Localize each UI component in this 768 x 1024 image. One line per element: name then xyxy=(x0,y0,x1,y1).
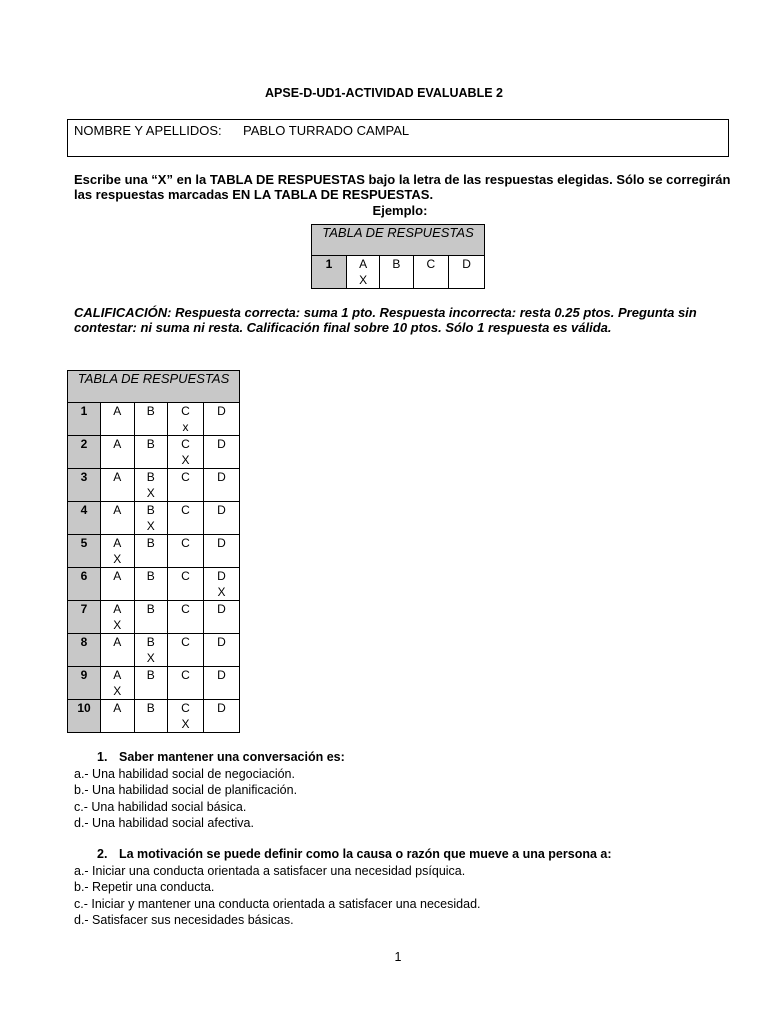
example-label: Ejemplo: xyxy=(372,203,428,218)
option-letter: C xyxy=(426,257,436,271)
answer-cell-b[interactable] xyxy=(134,667,168,700)
question-2-number: 2. xyxy=(97,847,108,861)
answer-row-5 xyxy=(68,535,240,568)
answer-row-1 xyxy=(68,403,240,436)
answer-cell-c[interactable] xyxy=(168,667,204,700)
answer-cell-b[interactable] xyxy=(134,403,168,436)
example-answer-table xyxy=(311,224,485,289)
option-letter: D xyxy=(217,569,226,583)
answer-mark: X xyxy=(113,618,122,632)
option-letter: B xyxy=(146,404,155,418)
example-table-title: TABLA DE RESPUESTAS xyxy=(312,225,485,256)
example-row-1 xyxy=(312,256,485,289)
option-letter: C xyxy=(181,635,190,649)
answer-cell-c[interactable] xyxy=(413,256,449,289)
question-1-number: 1. xyxy=(97,750,108,764)
question-number: 7 xyxy=(68,601,101,634)
option-letter: A xyxy=(359,257,368,271)
answer-cell-b[interactable] xyxy=(134,535,168,568)
answer-cell-b[interactable] xyxy=(134,502,168,535)
answer-row-10 xyxy=(68,700,240,733)
question-1-text: Saber mantener una conversación es: xyxy=(119,750,345,764)
answer-cell-a[interactable] xyxy=(101,403,135,436)
answer-cell-a[interactable] xyxy=(101,568,135,601)
option-letter: B xyxy=(146,536,155,550)
answer-row-2 xyxy=(68,436,240,469)
answer-mark: X xyxy=(146,651,155,665)
answer-cell-a[interactable] xyxy=(101,469,135,502)
option-letter: B xyxy=(146,635,155,649)
answer-cell-d[interactable] xyxy=(203,502,239,535)
option-letter: B xyxy=(146,701,155,715)
answer-mark: X xyxy=(146,486,155,500)
answer-cell-d[interactable] xyxy=(203,601,239,634)
option-letter: B xyxy=(146,503,155,517)
option-letter: B xyxy=(146,602,155,616)
answer-cell-b[interactable] xyxy=(134,568,168,601)
option-letter: D xyxy=(217,602,226,616)
option-letter: D xyxy=(217,536,226,550)
answer-cell-d[interactable] xyxy=(449,256,485,289)
question-2-option-a: a.- Iniciar una conducta orientada a satisfacer una necesidad psíquica. xyxy=(74,863,466,878)
name-field-box xyxy=(67,119,729,157)
answer-cell-c[interactable] xyxy=(168,568,204,601)
question-number: 3 xyxy=(68,469,101,502)
answer-cell-a[interactable] xyxy=(347,256,380,289)
option-letter: B xyxy=(146,668,155,682)
option-letter: B xyxy=(146,569,155,583)
answer-mark: X xyxy=(113,684,122,698)
question-1-option-a: a.- Una habilidad social de negociación. xyxy=(74,766,295,781)
answer-cell-b[interactable] xyxy=(134,634,168,667)
answer-cell-a[interactable] xyxy=(101,535,135,568)
answer-mark: X xyxy=(359,273,368,287)
option-letter: A xyxy=(113,701,122,715)
option-letter: C xyxy=(181,602,190,616)
answer-cell-b[interactable] xyxy=(134,601,168,634)
question-number: 2 xyxy=(68,436,101,469)
answer-cell-b[interactable] xyxy=(380,256,413,289)
question-number: 1 xyxy=(312,256,347,289)
page-number: 1 xyxy=(394,950,402,964)
answer-cell-c[interactable] xyxy=(168,535,204,568)
question-number: 4 xyxy=(68,502,101,535)
question-number: 5 xyxy=(68,535,101,568)
answer-row-8 xyxy=(68,634,240,667)
answer-cell-d[interactable] xyxy=(203,403,239,436)
answer-cell-d[interactable] xyxy=(203,568,239,601)
option-letter: C xyxy=(181,701,190,715)
option-letter: A xyxy=(113,668,122,682)
option-letter: C xyxy=(181,470,190,484)
question-1-option-c: c.- Una habilidad social básica. xyxy=(74,799,247,814)
option-letter: B xyxy=(146,470,155,484)
option-letter: D xyxy=(462,257,471,271)
answer-row-3 xyxy=(68,469,240,502)
answer-row-4 xyxy=(68,502,240,535)
name-field-value: PABLO TURRADO CAMPAL xyxy=(243,123,410,138)
option-letter: B xyxy=(392,257,401,271)
question-number: 6 xyxy=(68,568,101,601)
answer-cell-b[interactable] xyxy=(134,700,168,733)
answer-cell-d[interactable] xyxy=(203,667,239,700)
question-1-option-b: b.- Una habilidad social de planificación. xyxy=(74,783,298,797)
option-letter: D xyxy=(217,635,226,649)
answer-cell-a[interactable] xyxy=(101,634,135,667)
answer-mark: X xyxy=(181,717,190,731)
option-letter: A xyxy=(113,635,122,649)
answer-row-7 xyxy=(68,601,240,634)
answer-cell-c[interactable] xyxy=(168,436,204,469)
answer-cell-d[interactable] xyxy=(203,634,239,667)
answer-row-9 xyxy=(68,667,240,700)
answer-cell-d[interactable] xyxy=(203,469,239,502)
question-1-title xyxy=(74,749,345,766)
question-number: 1 xyxy=(68,403,101,436)
option-letter: A xyxy=(113,569,122,583)
option-letter: A xyxy=(113,602,122,616)
question-2 xyxy=(74,846,612,929)
name-field-label: NOMBRE Y APELLIDOS: xyxy=(74,123,222,138)
answer-cell-a[interactable] xyxy=(101,502,135,535)
option-letter: D xyxy=(217,668,226,682)
option-letter: C xyxy=(181,536,190,550)
question-2-option-c: c.- Iniciar y mantener una conducta orientada a satisfacer una necesidad. xyxy=(74,896,481,911)
answer-cell-c[interactable] xyxy=(168,634,204,667)
answer-cell-a[interactable] xyxy=(101,601,135,634)
question-1 xyxy=(74,749,345,832)
question-2-option-d: d.- Satisfacer sus necesidades básicas. xyxy=(74,913,294,927)
option-letter: A xyxy=(113,404,122,418)
answer-mark: X xyxy=(181,453,190,467)
document-title: APSE-D-UD1-ACTIVIDAD EVALUABLE 2 xyxy=(265,86,503,100)
option-letter: C xyxy=(181,404,190,418)
question-1-option-d: d.- Una habilidad social afectiva. xyxy=(74,816,254,830)
answer-mark: X xyxy=(217,585,226,599)
question-number: 8 xyxy=(68,634,101,667)
option-letter: C xyxy=(181,668,190,682)
option-letter: A xyxy=(113,503,122,517)
option-letter: C xyxy=(181,569,190,583)
option-letter: D xyxy=(217,470,226,484)
question-number: 10 xyxy=(68,700,101,733)
answer-cell-a[interactable] xyxy=(101,436,135,469)
answer-cell-c[interactable] xyxy=(168,502,204,535)
grading-rules: CALIFICACIÓN: Respuesta correcta: suma 1 pto. Respuesta incorrecta: resta 0.25 ptos. Pregunta sin contestar: ni suma ni resta. Calificación final sobre 10 ptos. Sólo 1 respuesta es válida. xyxy=(74,305,697,335)
question-2-text: La motivación se puede definir como la causa o razón que mueve a una persona a: xyxy=(119,847,612,861)
answer-cell-c[interactable] xyxy=(168,601,204,634)
option-letter: D xyxy=(217,701,226,715)
answer-cell-d[interactable] xyxy=(203,436,239,469)
question-2-title xyxy=(74,846,612,863)
answer-cell-a[interactable] xyxy=(101,700,135,733)
option-letter: B xyxy=(146,437,155,451)
answer-mark: X xyxy=(146,519,155,533)
question-number: 9 xyxy=(68,667,101,700)
option-letter: A xyxy=(113,437,122,451)
option-letter: A xyxy=(113,470,122,484)
option-letter: D xyxy=(217,437,226,451)
answer-mark: x xyxy=(182,420,189,434)
answer-table-title: TABLA DE RESPUESTAS xyxy=(68,371,240,403)
answer-cell-b[interactable] xyxy=(134,469,168,502)
answer-cell-b[interactable] xyxy=(134,436,168,469)
instructions: Escribe una “X” en la TABLA DE RESPUESTAS bajo la letra de las respuestas elegidas. Sólo se corregirán las respuestas marcadas EN LA TABLA DE RESPUESTAS. xyxy=(74,172,731,202)
option-letter: C xyxy=(181,503,190,517)
answer-cell-a[interactable] xyxy=(101,667,135,700)
answer-row-6 xyxy=(68,568,240,601)
answer-cell-d[interactable] xyxy=(203,535,239,568)
option-letter: C xyxy=(181,437,190,451)
option-letter: A xyxy=(113,536,122,550)
question-2-option-b: b.- Repetir una conducta. xyxy=(74,880,215,894)
answer-cell-c[interactable] xyxy=(168,403,204,436)
answer-table xyxy=(67,370,240,733)
answer-cell-d[interactable] xyxy=(203,700,239,733)
option-letter: D xyxy=(217,404,226,418)
answer-cell-c[interactable] xyxy=(168,700,204,733)
option-letter: D xyxy=(217,503,226,517)
answer-cell-c[interactable] xyxy=(168,469,204,502)
answer-mark: X xyxy=(113,552,122,566)
